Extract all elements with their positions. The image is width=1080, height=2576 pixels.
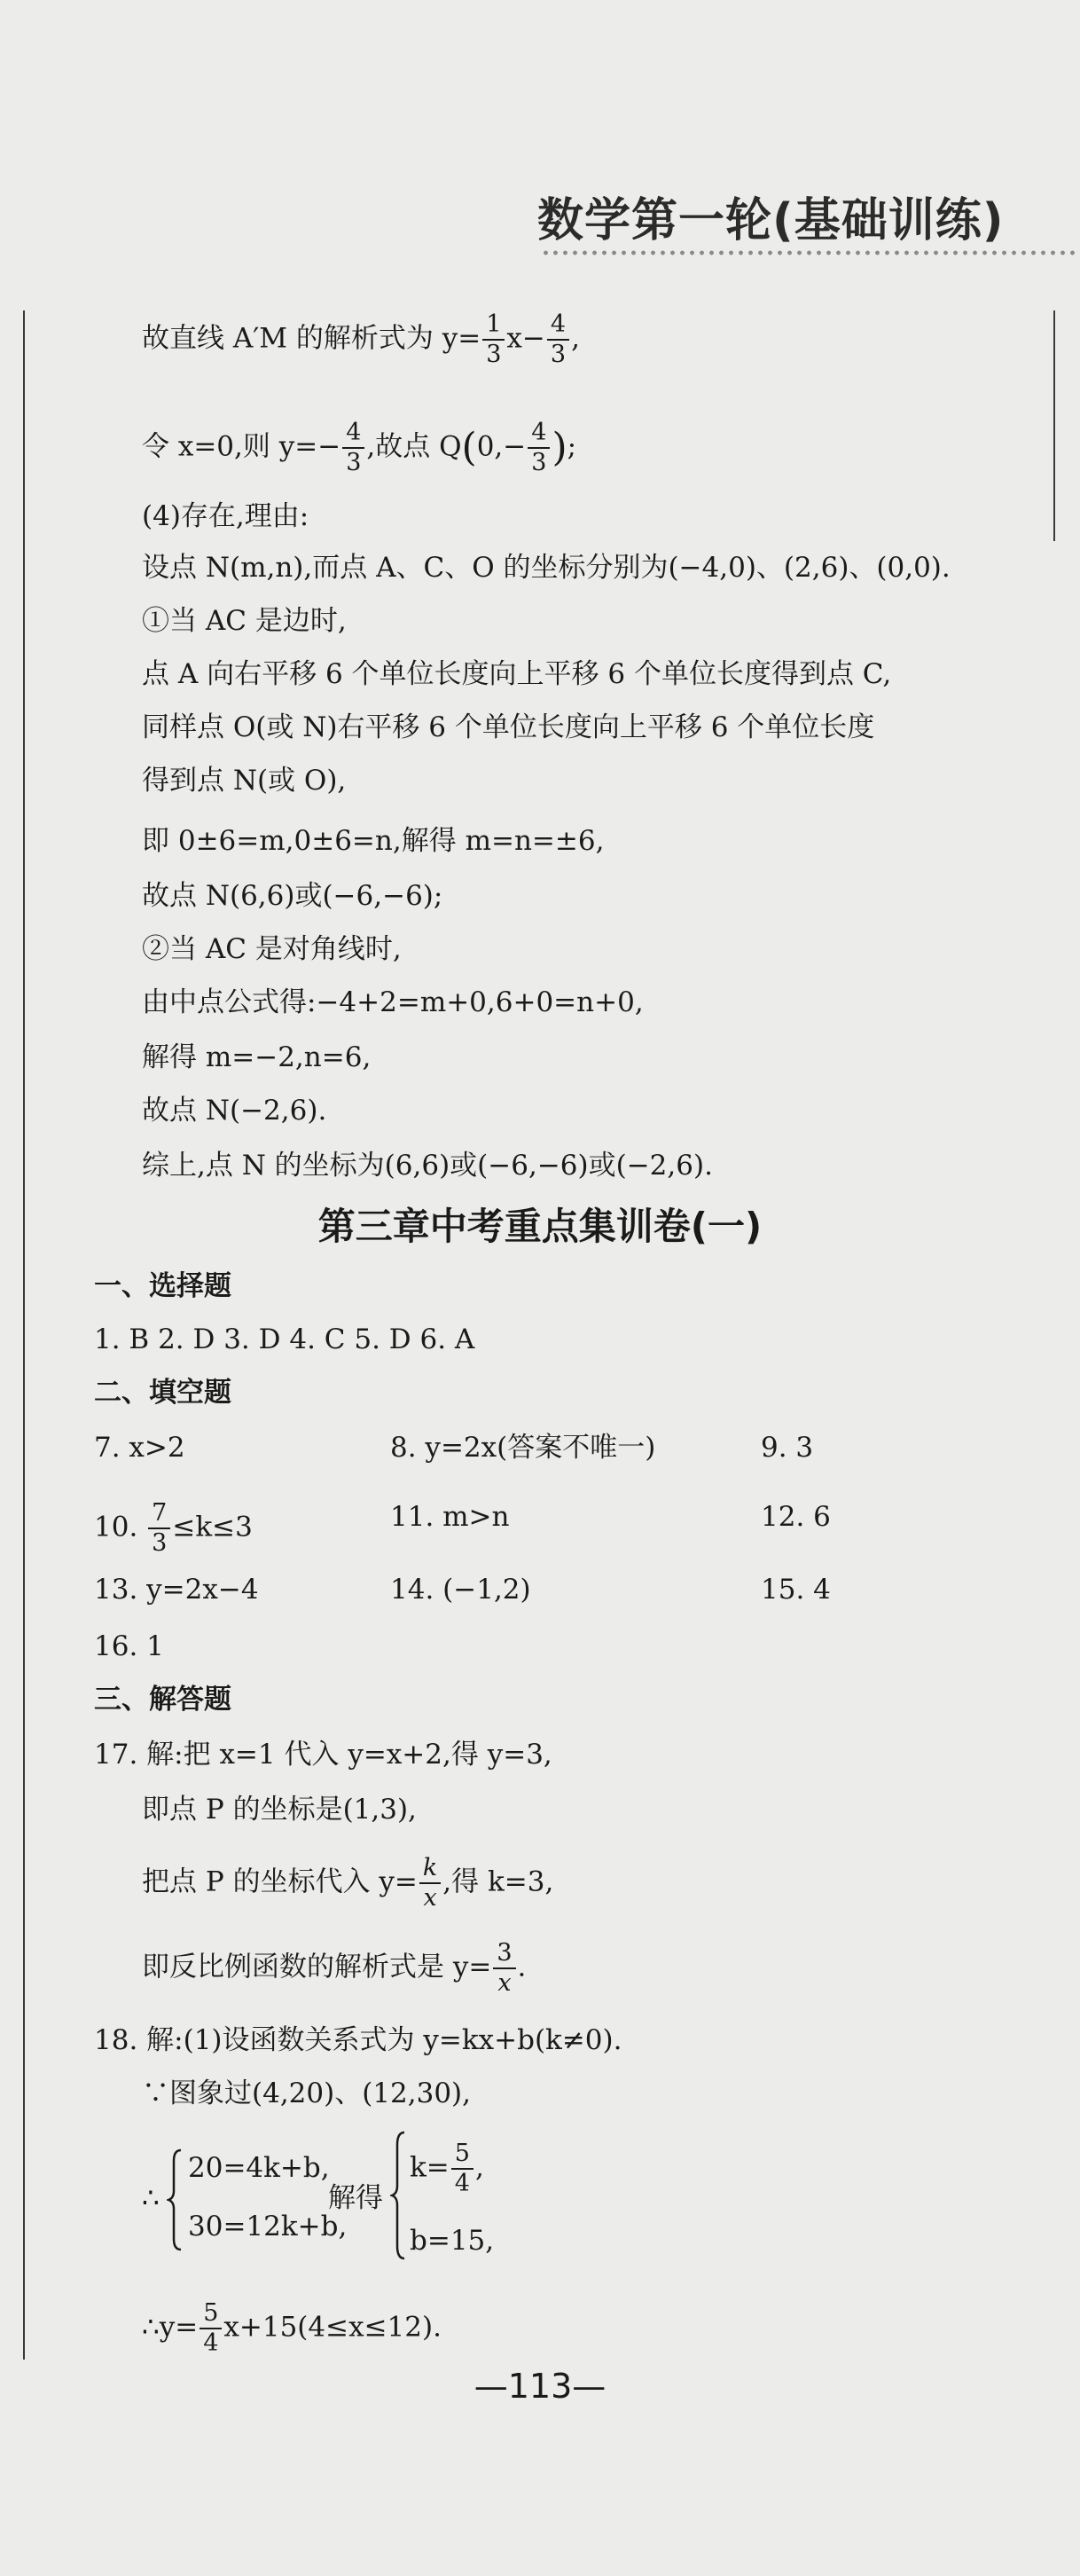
line-12: 由中点公式得:−4+2=m+0,6+0=n+0, — [142, 986, 644, 1018]
line-6: 点 A 向右平移 6 个单位长度向上平移 6 个单位长度得到点 C, — [142, 658, 892, 690]
right-margin-line — [1053, 310, 1055, 541]
fill-8: 8. y=2x(答案不唯一) — [390, 1432, 656, 1464]
q18-system1-eq1: 20=4k+b, — [188, 2152, 330, 2184]
q18-solve-label: 解得 — [328, 2182, 383, 2214]
line-4: 设点 N(m,n),而点 A、C、O 的坐标分别为(−4,0)、(2,6)、(0,0). — [142, 552, 951, 584]
line-1: 故直线 A′M 的解析式为 y= $\frac{1}{3}$ x− $\frac{4}{3}$ , — [142, 310, 580, 368]
left-brace — [167, 2147, 184, 2253]
line-10: 故点 N(6,6)或(−6,−6); — [142, 880, 443, 912]
line-8: 得到点 N(或 O), — [142, 765, 347, 797]
fill-7: 7. x>2 — [94, 1432, 185, 1464]
line-7: 同样点 O(或 N)右平移 6 个单位长度向上平移 6 个单位长度 — [142, 711, 875, 743]
page-number: —113— — [473, 2367, 607, 2406]
fill-16: 16. 1 — [94, 1630, 164, 1662]
fill-14: 14. (−1,2) — [390, 1574, 531, 1606]
line-13: 解得 m=−2,n=6, — [142, 1041, 372, 1073]
line-11: ②当 AC 是对角线时, — [142, 933, 402, 965]
fill-15: 15. 4 — [761, 1574, 831, 1606]
line-3: (4)存在,理由: — [142, 500, 309, 532]
q18-therefore: ∴ — [142, 2182, 160, 2214]
section-choice-heading: 一、选择题 — [94, 1270, 231, 1302]
header-title: 数学第一轮(基础训练) — [537, 194, 1005, 247]
chapter-title: 第三章中考重点集训卷(一) — [317, 1205, 763, 1248]
fill-10: 10. $\frac{7}{3}$ ≤k≤3 — [94, 1499, 253, 1557]
section-fill-heading: 二、填空题 — [94, 1377, 231, 1409]
section-answer-heading: 三、解答题 — [94, 1684, 231, 1716]
header-dotted-rule — [541, 250, 1080, 255]
q18-line-2: ∵图象过(4,20)、(12,30), — [142, 2077, 472, 2109]
fill-9: 9. 3 — [761, 1432, 814, 1464]
q18-line-1: 18. 解:(1)设函数关系式为 y=kx+b(k≠0). — [94, 2024, 622, 2056]
line-2: 令 x=0,则 y=− $\frac{4}{3}$ ,故点 Q(0,− $\frac{4}{3}$ ); — [142, 419, 577, 476]
fill-11: 11. m>n — [390, 1501, 510, 1533]
fill-12: 12. 6 — [761, 1501, 831, 1533]
left-margin-line — [23, 310, 25, 2360]
q18-system2-eq1: k= $\frac{5}{4}$ , — [410, 2140, 484, 2197]
line-14: 故点 N(−2,6). — [142, 1095, 327, 1127]
q18-system1-eq2: 30=12k+b, — [188, 2211, 348, 2242]
right-system-brace — [390, 2129, 408, 2262]
q17-line-2: 即点 P 的坐标是(1,3), — [142, 1794, 417, 1826]
q17-line-4: 即反比例函数的解析式是 y= $\frac{3}{x}$ . — [142, 1939, 527, 1997]
line-15: 综上,点 N 的坐标为(6,6)或(−6,−6)或(−2,6). — [142, 1150, 713, 1182]
choice-answers: 1. B 2. D 3. D 4. C 5. D 6. A — [94, 1323, 475, 1355]
q17-line-3: 把点 P 的坐标代入 y= $\frac{k}{x}$ ,得 k=3, — [142, 1854, 554, 1912]
q17-line-1: 17. 解:把 x=1 代入 y=x+2,得 y=3, — [94, 1739, 552, 1771]
q18-line-4: ∴y= $\frac{5}{4}$ x+15(4≤x≤12). — [142, 2299, 442, 2357]
q18-system2-eq2: b=15, — [410, 2225, 495, 2257]
fill-13: 13. y=2x−4 — [94, 1574, 259, 1606]
line-5: ①当 AC 是边时, — [142, 605, 347, 637]
line-9: 即 0±6=m,0±6=n,解得 m=n=±6, — [142, 825, 605, 857]
